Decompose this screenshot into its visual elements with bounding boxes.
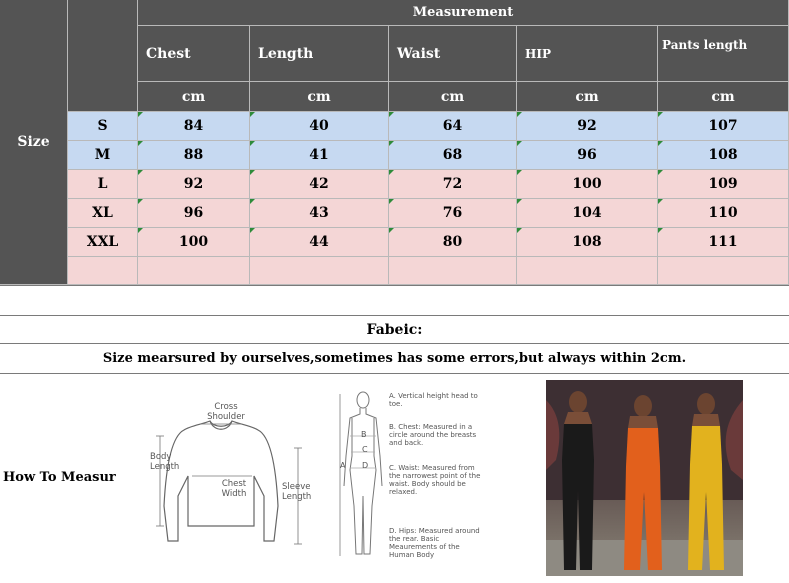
row-l-pants-length: 109 [658, 170, 789, 199]
sleeve-length-label: Sleeve Length [282, 482, 312, 502]
column-header-chest: Chest [138, 26, 250, 82]
row-s-chest: 84 [138, 112, 250, 141]
column-header-waist: Waist [389, 26, 517, 82]
body-length-label: Body Length [150, 452, 180, 472]
unit-cell-waist: cm [389, 82, 517, 112]
row-xl-size: XL [68, 199, 138, 228]
marker-b: B [361, 430, 367, 439]
fabric-label: Fabeic: [366, 321, 423, 338]
row-l-waist: 72 [389, 170, 517, 199]
row-xl-waist: 76 [389, 199, 517, 228]
column-header-length: Length [250, 26, 389, 82]
empty-row-cell [250, 257, 389, 285]
spacer-row [0, 285, 789, 315]
row-m-length: 41 [250, 141, 389, 170]
row-s-size: S [68, 112, 138, 141]
empty-row-size [68, 257, 138, 285]
empty-row-cell [389, 257, 517, 285]
row-s-pants-length: 107 [658, 112, 789, 141]
column-header-pants-length: Pants length [658, 26, 789, 82]
column-header-hip: HIP [517, 26, 658, 82]
body-measure-diagram [336, 386, 386, 564]
empty-row-cell [658, 257, 789, 285]
row-s-waist: 64 [389, 112, 517, 141]
note-chest: B. Chest: Measured in a circle around the breasts and back. [389, 423, 477, 447]
product-photo [546, 380, 743, 576]
row-l-chest: 92 [138, 170, 250, 199]
row-s-hip: 92 [517, 112, 658, 141]
how-to-measure-label: How To Measur [3, 470, 116, 485]
note-hips: D. Hips: Measured around the rear. Basic Meaurements of the Human Body [389, 527, 480, 559]
measurement-header: Measurement [138, 0, 789, 26]
row-xxl-waist: 80 [389, 228, 517, 257]
marker-d: D [362, 461, 369, 470]
empty-row-cell [138, 257, 250, 285]
unit-cell-pants-length: cm [658, 82, 789, 112]
note-row [0, 343, 789, 373]
row-xl-chest: 96 [138, 199, 250, 228]
marker-a: A [340, 461, 346, 470]
row-xxl-size: XXL [68, 228, 138, 257]
product-photo-illustration [546, 380, 743, 576]
row-s-length: 40 [250, 112, 389, 141]
bottom-section-border [0, 373, 789, 374]
row-xl-pants-length: 110 [658, 199, 789, 228]
row-m-chest: 88 [138, 141, 250, 170]
unit-cell-hip: cm [517, 82, 658, 112]
row-xxl-chest: 100 [138, 228, 250, 257]
empty-row-cell [517, 257, 658, 285]
row-l-hip: 100 [517, 170, 658, 199]
row-xl-length: 43 [250, 199, 389, 228]
row-xl-hip: 104 [517, 199, 658, 228]
row-l-size: L [68, 170, 138, 199]
blank-header [68, 0, 138, 112]
note-vertical-height: A. Vertical height head to toe. [389, 392, 478, 408]
row-m-hip: 96 [517, 141, 658, 170]
measurement-note: Size mearsured by ourselves,sometimes has some errors,but always within 2cm. [102, 351, 687, 366]
unit-cell-length: cm [250, 82, 389, 112]
row-m-pants-length: 108 [658, 141, 789, 170]
unit-cell-chest: cm [138, 82, 250, 112]
chest-width-label: Chest Width [221, 479, 247, 499]
row-m-waist: 68 [389, 141, 517, 170]
marker-c: C [362, 445, 368, 454]
row-m-size: M [68, 141, 138, 170]
note-waist: C. Waist: Measured from the narrowest point of the waist. Body should be relaxed. [389, 464, 481, 496]
cross-shoulder-label: Cross Shoulder [207, 402, 245, 422]
row-l-length: 42 [250, 170, 389, 199]
size-header: Size [0, 0, 68, 285]
row-xxl-pants-length: 111 [658, 228, 789, 257]
row-xxl-hip: 108 [517, 228, 658, 257]
fabric-row [0, 315, 789, 343]
row-xxl-length: 44 [250, 228, 389, 257]
